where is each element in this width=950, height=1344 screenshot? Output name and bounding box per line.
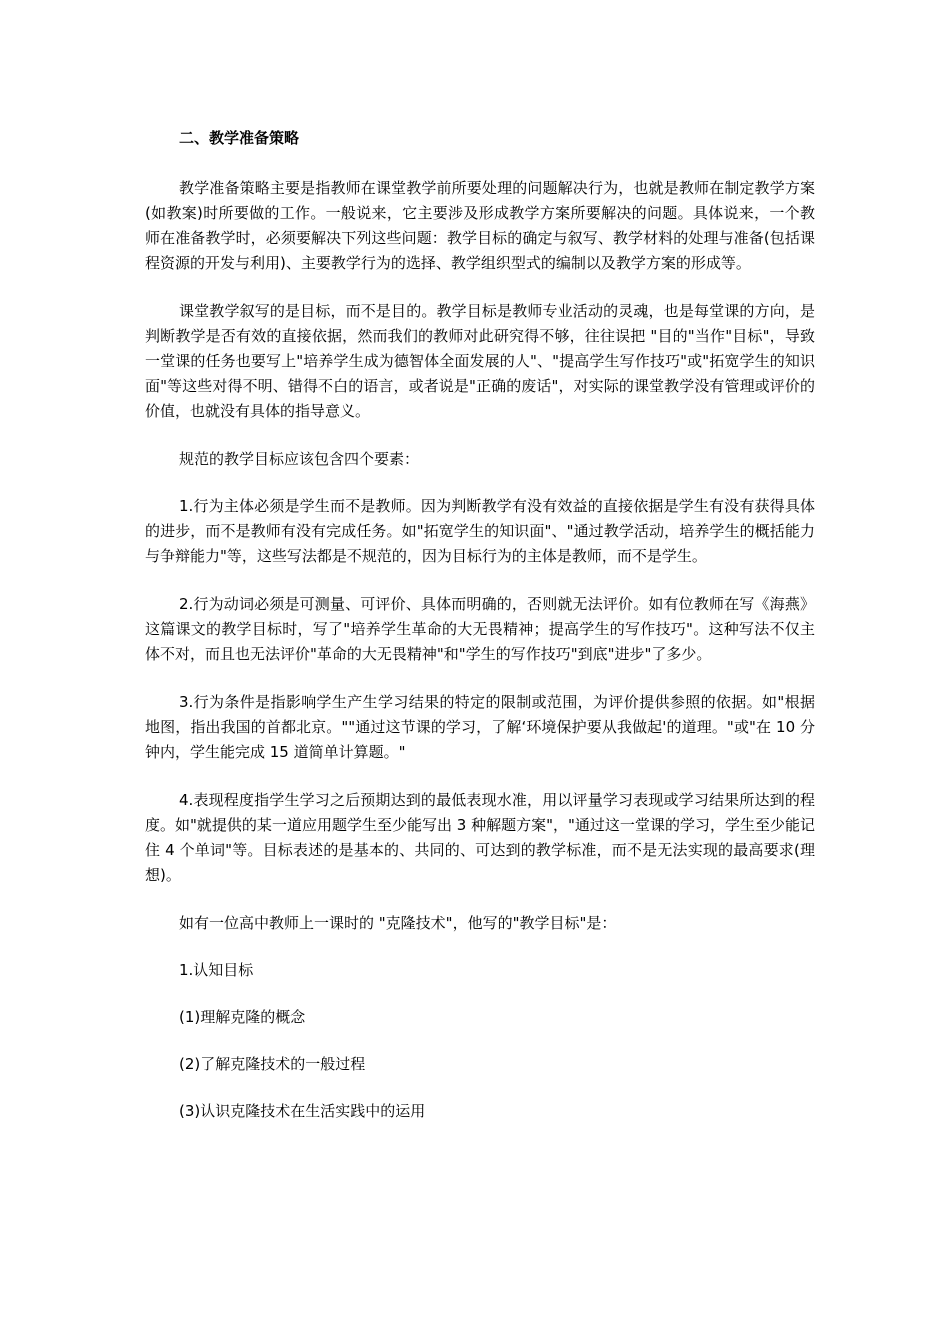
paragraph-element-4: 4.表现程度指学生学习之后预期达到的最低表现水准，用以评量学习表现或学习结果所达到的程度。如"就提供的某一道应用题学生至少能写出 3 种解题方案"，"通过这一堂课的学习，学生至少能记住 4 个单词"等。目标表述的是基本的、共同的、可达到的教学标准，而不是无法实现的最高要求(理想)。 — [145, 791, 815, 884]
paragraph-goal-vs-purpose: 课堂教学叙写的是目标，而不是目的。教学目标是教师专业活动的灵魂，也是每堂课的方向，是判断教学是否有效的直接依据，然而我们的教师对此研究得不够，往往误把 "目的"当作"目标"，导致一堂课的任务也要写上"培养学生成为德智体全面发展的人"、"提高学生写作技巧"或"拓宽学生的知识面"等这些对得不明、错得不白的语言，或者说是"正确的废话"，对实际的课堂教学没有管理或评价的价值，也就没有具体的指导意义。 — [145, 302, 815, 420]
paragraph-example-intro: 如有一位高中教师上一课时的 "克隆技术"，他写的"教学目标"是： — [179, 914, 617, 932]
list-item-cognitive-goal: 1.认知目标 — [179, 961, 254, 979]
paragraph-element-1: 1.行为主体必须是学生而不是教师。因为判断教学有没有效益的直接依据是学生有没有获得具体的进步，而不是教师有没有完成任务。如"拓宽学生的知识面"、"通过教学活动，培养学生的概括能力与争辩能力"等，这些写法都是不规范的，因为目标行为的主体是教师，而不是学生。 — [145, 497, 815, 565]
list-item-sub-3: (3)认识克隆技术在生活实践中的运用 — [179, 1102, 426, 1120]
paragraph-four-elements-intro: 规范的教学目标应该包含四个要素： — [179, 450, 420, 468]
section-heading: 二、教学准备策略 — [179, 129, 300, 147]
paragraph-element-3: 3.行为条件是指影响学生产生学习结果的特定的限制或范围，为评价提供参照的依据。如"根据地图，指出我国的首都北京。""通过这节课的学习，了解‘环境保护要从我做起'的道理。"或"在 10 分钟内，学生能完成 15 道简单计算题。" — [145, 693, 815, 761]
list-item-sub-2: (2)了解克隆技术的一般过程 — [179, 1055, 366, 1073]
list-item-sub-1: (1)理解克隆的概念 — [179, 1008, 306, 1026]
paragraph-definition: 教学准备策略主要是指教师在课堂教学前所要处理的问题解决行为，也就是教师在制定教学方案 (如教案)时所要做的工作。一般说来，它主要涉及形成教学方案所要解决的问题。具体说来，一个教师在准备教学时，必须要解决下列这些问题：教学目标的确定与叙写、教学材料的处理与准备(包括课程资源的开发与利用)、主要教学行为的选择、教学组织型式的编制以及教学方案的形成等。 — [145, 179, 815, 272]
paragraph-element-2: 2.行为动词必须是可测量、可评价、具体而明确的，否则就无法评价。如有位教师在写《海燕》这篇课文的教学目标时，写了"培养学生革命的大无畏精神；提高学生的写作技巧"。这种写法不仅主体不对，而且也无法评价"革命的大无畏精神"和"学生的写作技巧"到底"进步"了多少。 — [145, 595, 815, 663]
document-page — [145, 126, 815, 1146]
